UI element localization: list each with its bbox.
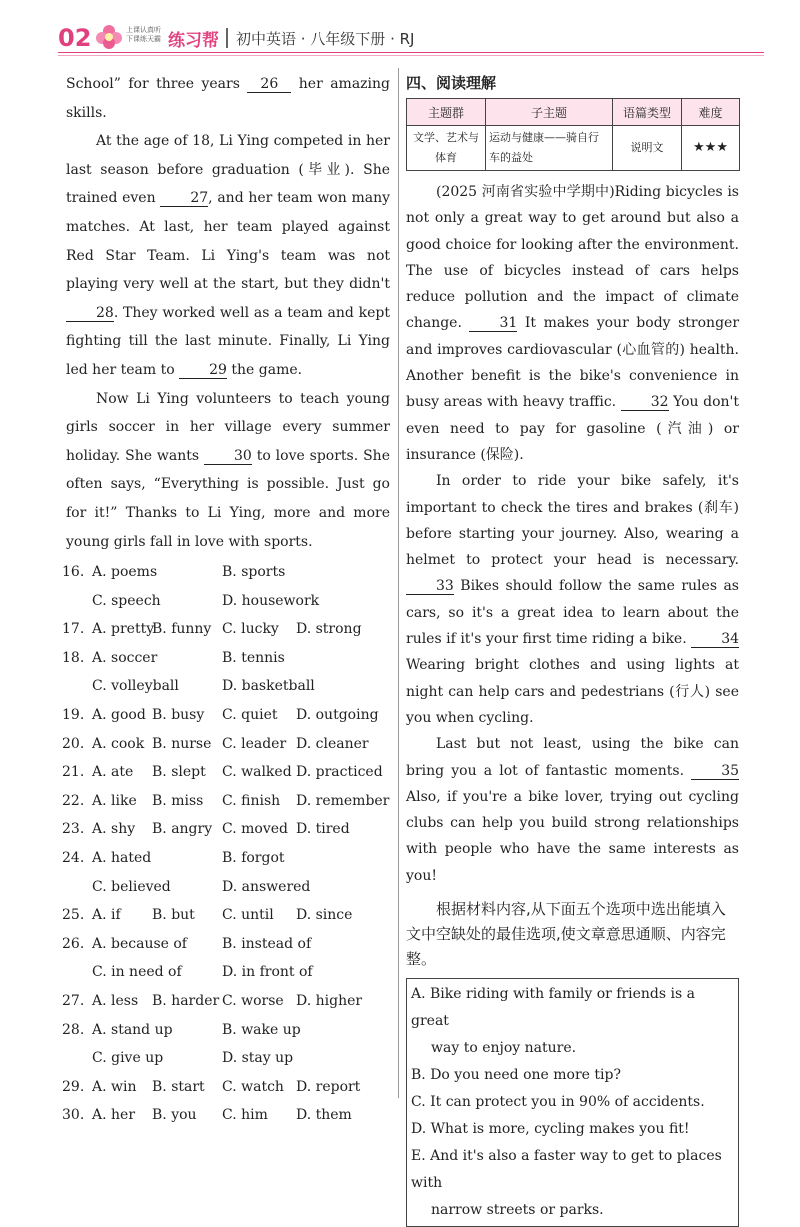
option-c: C. It can protect you in 90% of accidents. bbox=[411, 1094, 705, 1111]
table-cell: 说明文 bbox=[613, 126, 682, 171]
answer-option[interactable]: B. busy bbox=[152, 707, 205, 724]
right-column bbox=[406, 70, 739, 1227]
answer-option[interactable]: D. tired bbox=[296, 821, 350, 838]
question-row bbox=[66, 672, 390, 701]
passage-paragraph: School” for three years 26 her amazing skills. bbox=[66, 76, 390, 121]
blank-27[interactable]: 27 bbox=[160, 190, 208, 207]
blank-34[interactable]: 34 bbox=[691, 631, 739, 648]
passage-info-table bbox=[406, 98, 740, 171]
question-number: 17. bbox=[62, 621, 85, 638]
question-number: 28. bbox=[62, 1021, 85, 1038]
question-row bbox=[62, 930, 390, 959]
question-number: 26. bbox=[62, 935, 85, 952]
question-row bbox=[62, 730, 390, 759]
answer-option[interactable]: A. good bbox=[92, 707, 146, 724]
table-header: 语篇类型 bbox=[613, 99, 682, 126]
question-row bbox=[62, 558, 390, 587]
answer-option[interactable]: A. pretty bbox=[92, 621, 155, 638]
answer-option[interactable]: A. cook bbox=[92, 735, 145, 752]
answer-option[interactable]: A. her bbox=[92, 1107, 136, 1124]
blank-28[interactable]: 28 bbox=[66, 305, 114, 322]
header-rule bbox=[58, 52, 764, 53]
reading-paragraph: In order to ride your bike safely, it's important to check the tires and brakes (刹车) before starting your journey. Also, wearing a helmet to protect your head is necessary. 33 Bikes should follow the same rules as cars, so it's a great idea to learn about the rules if it's your first time riding a bike. 34 Wearing bright clothes and using lights at night can help cars and pedestrians (行人) see you when cycling. bbox=[406, 473, 740, 726]
blank-33[interactable]: 33 bbox=[406, 578, 454, 595]
answer-option[interactable]: D. answered bbox=[222, 878, 311, 895]
answer-option[interactable]: C. give up bbox=[92, 1050, 164, 1067]
question-number: 23. bbox=[62, 821, 85, 838]
question-row bbox=[62, 1073, 390, 1102]
answer-option[interactable]: B. wake up bbox=[222, 1021, 301, 1038]
question-number: 19. bbox=[62, 707, 85, 724]
answer-option[interactable]: B. but bbox=[152, 907, 195, 924]
answer-option[interactable]: B. start bbox=[152, 1078, 205, 1095]
question-row bbox=[62, 758, 390, 787]
answer-option[interactable]: C. lucky bbox=[222, 621, 279, 638]
blank-32[interactable]: 32 bbox=[621, 394, 669, 411]
question-row bbox=[66, 1044, 390, 1073]
question-number: 30. bbox=[62, 1107, 85, 1124]
header-divider bbox=[226, 28, 228, 48]
page-number: 02 bbox=[58, 24, 92, 52]
answer-option[interactable]: A. if bbox=[92, 907, 121, 924]
question-number: 18. bbox=[62, 649, 85, 666]
passage-paragraph: At the age of 18, Li Ying competed in her last season before graduation (毕业). She trained even 27, and her team won many matches. At last, her team played against Red Star Team. Li Ying's team was not playing very well at the start, but they didn't 28. They worked well as a team and kept fighting till the last minute. Finally, Li Ying led her team to 29 the game. bbox=[66, 133, 391, 378]
answer-option[interactable]: A. poems bbox=[92, 564, 158, 581]
blank-26[interactable]: 26 bbox=[247, 76, 291, 93]
answer-option[interactable]: B. harder bbox=[152, 993, 220, 1009]
question-row bbox=[62, 1016, 390, 1045]
difficulty-stars: ★★★ bbox=[682, 126, 740, 171]
answer-option[interactable]: C. volleyball bbox=[92, 678, 179, 695]
answer-option[interactable]: C. finish bbox=[222, 792, 281, 809]
answer-option[interactable]: D. remember bbox=[296, 792, 390, 809]
answer-option[interactable]: A. shy bbox=[92, 821, 136, 838]
answer-option[interactable]: B. tennis bbox=[222, 649, 285, 666]
question-row bbox=[62, 815, 390, 844]
question-number: 20. bbox=[62, 735, 85, 752]
answer-option[interactable]: D. basketball bbox=[222, 678, 315, 695]
page-header bbox=[58, 22, 758, 54]
question-row bbox=[62, 987, 390, 1016]
brand-name: 练习帮 bbox=[168, 31, 219, 51]
question-number: 16. bbox=[62, 564, 85, 581]
question-row bbox=[62, 901, 390, 930]
question-number: 22. bbox=[62, 792, 85, 809]
left-column bbox=[62, 70, 391, 1130]
answer-option[interactable]: C. in need of bbox=[92, 964, 182, 981]
option-b: B. Do you need one more tip? bbox=[411, 1067, 621, 1084]
answer-option[interactable]: D. them bbox=[296, 1107, 352, 1124]
answer-option[interactable]: A. because of bbox=[92, 935, 187, 952]
question-number: 29. bbox=[62, 1078, 85, 1095]
question-number: 27. bbox=[62, 993, 85, 1009]
answer-option[interactable]: C. walked bbox=[222, 764, 292, 781]
answer-option[interactable]: A. win bbox=[92, 1078, 137, 1095]
question-list bbox=[62, 558, 390, 1130]
answer-option[interactable]: A. hated bbox=[92, 850, 152, 867]
answer-option[interactable]: D. outgoing bbox=[296, 707, 379, 724]
answer-option[interactable]: D. in front of bbox=[222, 964, 313, 981]
answer-option[interactable]: B. nurse bbox=[152, 735, 212, 752]
tagline: 上课认真听 下课练天霸 bbox=[126, 26, 161, 43]
answer-option[interactable]: C. moved bbox=[222, 821, 288, 838]
answer-option[interactable]: D. housework bbox=[222, 592, 320, 609]
answer-option[interactable]: D. report bbox=[296, 1078, 361, 1095]
passage-paragraph: Now Li Ying volunteers to teach young girls soccer in her village every summer holiday. She wants 30 to love sports. She often says, “Everything is possible. Just go for it!” Thanks to Li Ying, more and more young girls fall in love with sports. bbox=[66, 390, 390, 550]
answer-option[interactable]: B. miss bbox=[152, 792, 204, 809]
answer-option[interactable]: C. quiet bbox=[222, 707, 278, 724]
answer-option[interactable]: B. funny bbox=[152, 621, 212, 638]
instruction-text: 根据材料内容,从下面五个选项中选出能填入文中空缺处的最佳选项,使文章意思通顺、内容完整。 bbox=[406, 900, 726, 969]
question-row bbox=[62, 844, 390, 873]
question-row bbox=[62, 644, 390, 673]
answer-option[interactable]: D. strong bbox=[296, 621, 362, 638]
answer-option[interactable]: A. less bbox=[92, 993, 139, 1009]
reading-paragraph: (2025 河南省实验中学期中)Riding bicycles is not only a great way to get around but also a good choice for looking after the environment. The use of bicycles instead of cars helps reduce pollution and the impact of climate change. 31 It makes your body stronger and improves cardiovascular (心血管的) health. Another benefit is the bike's convenience in busy areas with heavy traffic. 32 You don't even need to pay for gasoline (汽油) or insurance (保险). bbox=[406, 184, 740, 463]
flower-logo-icon bbox=[94, 22, 124, 52]
answer-option[interactable]: C. leader bbox=[222, 735, 287, 752]
question-row bbox=[66, 958, 390, 987]
question-row bbox=[62, 787, 390, 816]
table-header: 子主题 bbox=[486, 99, 613, 126]
answer-option[interactable]: C. worse bbox=[222, 993, 284, 1009]
reading-paragraph: Last but not least, using the bike can bring you a lot of fantastic moments. 35 Also, if you're a bike lover, trying out cycling clubs can help you build strong relationships with people who have the same interests as you! bbox=[406, 736, 740, 884]
table-header: 主题群 bbox=[407, 99, 486, 126]
blank-31[interactable]: 31 bbox=[469, 315, 517, 332]
answer-option[interactable]: A. like bbox=[92, 792, 137, 809]
answer-option[interactable]: B. instead of bbox=[222, 935, 312, 952]
question-row bbox=[62, 701, 390, 730]
table-cell: 文学、艺术与体育 bbox=[407, 126, 486, 171]
answer-option[interactable]: D. practiced bbox=[296, 764, 383, 781]
book-title: 初中英语 · 八年级下册 · RJ bbox=[236, 30, 415, 48]
answer-option[interactable]: B. sports bbox=[222, 564, 286, 581]
blank-30[interactable]: 30 bbox=[204, 448, 252, 465]
option-d: D. What is more, cycling makes you fit! bbox=[411, 1121, 690, 1138]
answer-option[interactable]: D. cleaner bbox=[296, 735, 369, 752]
question-number: 25. bbox=[62, 907, 85, 924]
question-row bbox=[66, 873, 390, 902]
blank-29[interactable]: 29 bbox=[179, 362, 227, 379]
answer-option[interactable]: C. believed bbox=[92, 878, 171, 895]
table-header: 难度 bbox=[682, 99, 740, 126]
question-row bbox=[66, 587, 390, 616]
answer-option[interactable]: B. you bbox=[152, 1107, 197, 1124]
answer-option[interactable]: B. forgot bbox=[222, 850, 285, 867]
question-number: 24. bbox=[62, 850, 85, 867]
question-row bbox=[62, 615, 390, 644]
answer-option[interactable]: C. until bbox=[222, 907, 274, 924]
answer-option[interactable]: D. stay up bbox=[222, 1050, 294, 1067]
options-box bbox=[406, 978, 739, 1227]
answer-option[interactable]: C. him bbox=[222, 1107, 268, 1124]
answer-option[interactable]: B. slept bbox=[152, 764, 206, 781]
blank-35[interactable]: 35 bbox=[691, 763, 739, 780]
header-rule-secondary bbox=[58, 55, 764, 56]
answer-option[interactable]: A. stand up bbox=[92, 1021, 173, 1038]
question-number: 21. bbox=[62, 764, 85, 781]
option-e: E. And it's also a faster way to get to places with bbox=[411, 1148, 722, 1192]
question-row bbox=[62, 1101, 390, 1130]
answer-option[interactable]: A. soccer bbox=[92, 649, 158, 666]
answer-option[interactable]: A. ate bbox=[92, 764, 134, 781]
answer-option[interactable]: B. angry bbox=[152, 821, 213, 838]
answer-option[interactable]: D. higher bbox=[296, 993, 363, 1009]
answer-option[interactable]: C. watch bbox=[222, 1078, 284, 1095]
column-separator bbox=[398, 68, 399, 1098]
option-a-continued: way to enjoy nature. bbox=[431, 1040, 577, 1057]
option-a: A. Bike riding with family or friends is a great bbox=[411, 986, 695, 1030]
answer-option[interactable]: C. speech bbox=[92, 592, 161, 609]
answer-option[interactable]: D. since bbox=[296, 907, 353, 924]
option-e-continued: narrow streets or parks. bbox=[431, 1202, 604, 1219]
table-cell: 运动与健康——骑自行车的益处 bbox=[486, 126, 613, 171]
section-title: 四、阅读理解 bbox=[406, 74, 497, 92]
